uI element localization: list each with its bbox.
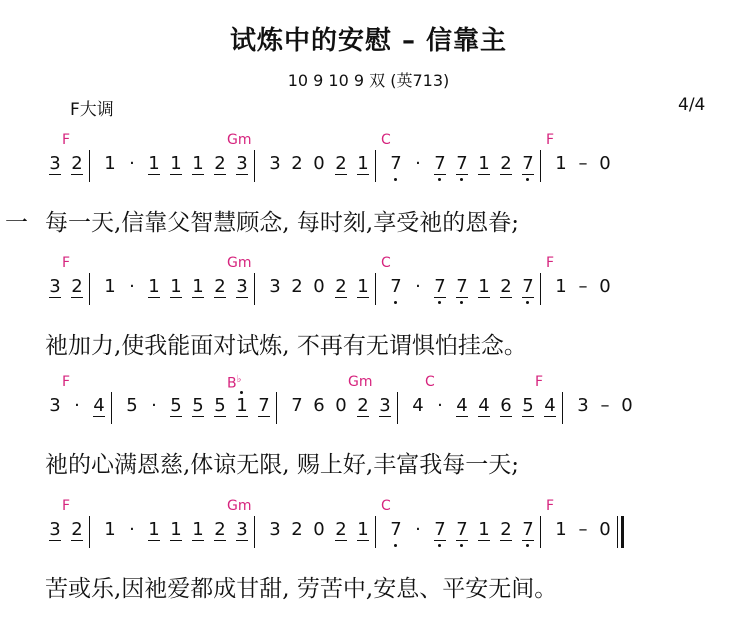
note: 4: [478, 395, 490, 416]
chord-row: [0, 374, 737, 394]
chord-row: [0, 255, 737, 275]
note: 2: [500, 519, 512, 540]
chord-row: [0, 498, 737, 518]
notation-row: [0, 275, 737, 315]
note: 5: [192, 395, 204, 416]
note: 4: [412, 395, 424, 416]
meter-label: 10 9 10 9 双 (英713): [287, 71, 450, 90]
chord-label: F: [62, 498, 71, 514]
note: 3: [269, 519, 281, 540]
chord-label: C: [381, 132, 391, 148]
note: 1: [148, 276, 160, 297]
note: 3: [269, 153, 281, 174]
barline: [540, 150, 541, 182]
note: 7: [390, 519, 402, 540]
note: 7: [456, 153, 468, 174]
note: 7: [390, 276, 402, 297]
note: 3: [49, 519, 61, 540]
lyrics-line: 苦或乐,因祂爱都成甘甜, 劳苦中,安息、平安无间。: [45, 576, 558, 602]
note: 2: [500, 153, 512, 174]
chord-label: F: [546, 498, 555, 514]
chord-label: C: [381, 498, 391, 514]
barline: [254, 516, 255, 548]
barline: [89, 273, 90, 305]
note: 3: [49, 153, 61, 174]
note: 1: [170, 519, 182, 540]
note: 1: [357, 276, 369, 297]
note: 2: [214, 519, 226, 540]
note: 4: [544, 395, 556, 416]
note: 2: [335, 276, 347, 297]
music-line: [0, 132, 737, 242]
note: 3: [577, 395, 589, 416]
barline: [540, 273, 541, 305]
note: 1: [148, 153, 160, 174]
note: 2: [71, 519, 83, 540]
note: 3: [269, 276, 281, 297]
note: 1: [357, 153, 369, 174]
note: ·: [437, 395, 443, 416]
barline: [562, 392, 563, 424]
note: 2: [291, 519, 303, 540]
barline: [375, 150, 376, 182]
note: 7: [434, 153, 446, 174]
chord-label: C: [381, 255, 391, 271]
note: 2: [335, 153, 347, 174]
note: 1: [104, 519, 116, 540]
flat-sign: ♭: [236, 374, 242, 385]
note: ·: [415, 276, 421, 297]
key-signature: F大调: [70, 100, 114, 120]
barline: [375, 516, 376, 548]
note: 1: [148, 519, 160, 540]
note: 0: [621, 395, 633, 416]
chord-label: Gm: [227, 255, 252, 271]
note: 2: [500, 276, 512, 297]
verse-number: 一: [5, 210, 28, 236]
hymn-title: 试炼中的安慰 – 信靠主: [229, 26, 508, 56]
note: 7: [522, 153, 534, 174]
lyrics-line: 祂的心满恩慈,体谅无限, 赐上好,丰富我每一天;: [45, 452, 519, 478]
note: 0: [313, 519, 325, 540]
note: 0: [313, 276, 325, 297]
note: 5: [170, 395, 182, 416]
barline: [397, 392, 398, 424]
chord-label: C: [425, 374, 435, 390]
note: 1: [478, 519, 490, 540]
note: ·: [151, 395, 157, 416]
barline: [540, 516, 541, 548]
note: 2: [291, 276, 303, 297]
note: 1: [478, 276, 490, 297]
note: 7: [390, 153, 402, 174]
note: 2: [214, 153, 226, 174]
note: 2: [357, 395, 369, 416]
note: 1: [192, 276, 204, 297]
note: 1: [236, 395, 248, 416]
chord-label: F: [535, 374, 544, 390]
note: 3: [49, 276, 61, 297]
note: 2: [71, 276, 83, 297]
note: 3: [379, 395, 391, 416]
note: 1: [555, 153, 567, 174]
time-signature: 4/4: [678, 95, 706, 115]
note: 0: [599, 519, 611, 540]
note: ·: [415, 519, 421, 540]
note: 2: [214, 276, 226, 297]
note: 2: [71, 153, 83, 174]
note: –: [578, 519, 588, 540]
notation-row: [0, 518, 737, 558]
note: 7: [522, 276, 534, 297]
chord-label: Gm: [227, 132, 252, 148]
note: 7: [291, 395, 303, 416]
note: 1: [192, 519, 204, 540]
chord-row: [0, 132, 737, 152]
note: 2: [335, 519, 347, 540]
note: –: [578, 153, 588, 174]
note: ·: [74, 395, 80, 416]
note: 0: [599, 153, 611, 174]
note: 1: [104, 276, 116, 297]
note: –: [578, 276, 588, 297]
note: 1: [104, 153, 116, 174]
note: 7: [258, 395, 270, 416]
note: 4: [456, 395, 468, 416]
lyrics-line: 每一天,信靠父智慧顾念, 每时刻,享受祂的恩眷;: [45, 210, 519, 236]
chord-label: F: [62, 374, 71, 390]
music-line: [0, 498, 737, 608]
note: 3: [236, 519, 248, 540]
barline: [89, 516, 90, 548]
chord-label: F: [546, 255, 555, 271]
final-barline: [617, 516, 618, 548]
note: 3: [236, 153, 248, 174]
note: 1: [555, 519, 567, 540]
note: 1: [170, 276, 182, 297]
note: 4: [93, 395, 105, 416]
note: ·: [129, 276, 135, 297]
note: 6: [500, 395, 512, 416]
note: ·: [129, 519, 135, 540]
note: 1: [170, 153, 182, 174]
note: 3: [49, 395, 61, 416]
note: –: [600, 395, 610, 416]
barline: [89, 150, 90, 182]
note: 1: [357, 519, 369, 540]
note: 1: [478, 153, 490, 174]
music-line: [0, 255, 737, 365]
note: 0: [335, 395, 347, 416]
barline: [375, 273, 376, 305]
lyrics-line: 祂加力,使我能面对试炼, 不再有无谓惧怕挂念。: [45, 333, 527, 359]
note: ·: [415, 153, 421, 174]
music-line: [0, 374, 737, 484]
note: ·: [129, 153, 135, 174]
barline: [111, 392, 112, 424]
note: 7: [456, 519, 468, 540]
chord-label: F: [546, 132, 555, 148]
note: 1: [555, 276, 567, 297]
note: 7: [434, 519, 446, 540]
chord-label: F: [62, 132, 71, 148]
notation-row: [0, 152, 737, 192]
note: 5: [126, 395, 138, 416]
chord-label: Gm: [227, 498, 252, 514]
chord-label: F: [62, 255, 71, 271]
notation-row: [0, 394, 737, 434]
note: 0: [313, 153, 325, 174]
note: 1: [192, 153, 204, 174]
chord-label: B♭: [227, 374, 242, 392]
note: 6: [313, 395, 325, 416]
barline: [254, 273, 255, 305]
note: 2: [291, 153, 303, 174]
note: 5: [214, 395, 226, 416]
barline: [276, 392, 277, 424]
note: 7: [456, 276, 468, 297]
note: 7: [434, 276, 446, 297]
note: 0: [599, 276, 611, 297]
note: 5: [522, 395, 534, 416]
note: 3: [236, 276, 248, 297]
chord-label: Gm: [348, 374, 373, 390]
barline: [254, 150, 255, 182]
note: 7: [522, 519, 534, 540]
